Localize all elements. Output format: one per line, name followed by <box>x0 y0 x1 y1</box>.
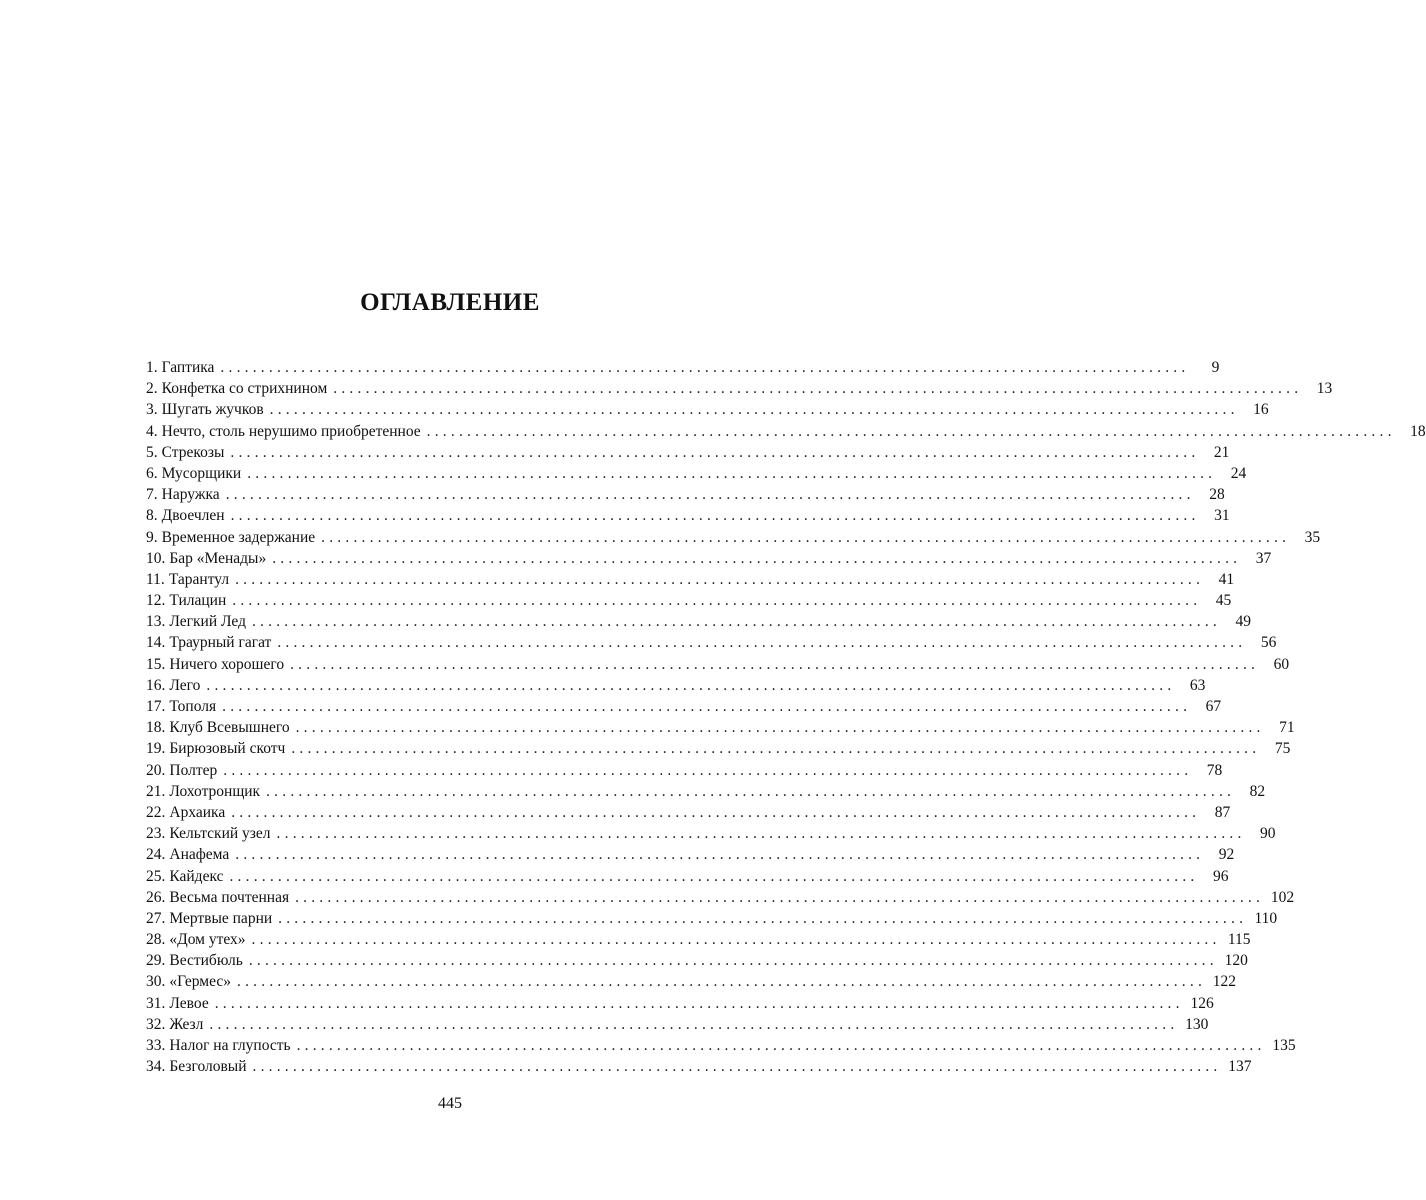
toc-entry-title: Левое <box>169 994 209 1012</box>
toc-entry-number: 10. <box>146 549 166 567</box>
dot-leader: ........................................................................................................................ <box>229 867 1199 885</box>
toc-entry-page: 130 <box>1185 1015 1209 1033</box>
toc-entry[interactable] <box>146 908 1278 929</box>
toc-entry[interactable] <box>146 421 1426 442</box>
toc-entry-title: Шугать жучков <box>161 401 264 419</box>
toc-entry-number: 25. <box>146 867 166 885</box>
page-title: ОГЛАВЛЕНИЕ <box>360 288 540 316</box>
dot-leader: ........................................................................................................................ <box>222 698 1192 715</box>
toc-entry[interactable] <box>146 505 1230 526</box>
toc-entry-page: 78 <box>1206 761 1223 779</box>
toc-entry-title: Налог на глупость <box>169 1037 291 1054</box>
dot-leader: ........................................................................................................................ <box>252 1058 1222 1076</box>
toc-entry-title: Наружка <box>161 486 220 504</box>
toc-entry-title: Лего <box>169 676 201 694</box>
toc-entry-page: 92 <box>1218 846 1235 864</box>
dot-leader: ........................................................................................................................ <box>290 655 1260 673</box>
toc-entry[interactable] <box>146 844 1235 865</box>
dot-leader: ........................................................................................................................ <box>214 994 1184 1012</box>
toc-entry-number: 18. <box>146 719 166 737</box>
dot-leader: ........................................................................................................................ <box>232 592 1202 610</box>
toc-entry-page: 13 <box>1316 380 1333 398</box>
page-number: 445 <box>438 1095 462 1112</box>
dot-leader: ........................................................................................................................ <box>230 443 1200 461</box>
toc-entry-page: 90 <box>1260 825 1276 843</box>
toc-entry-title: Жезл <box>169 1015 204 1033</box>
toc-entry[interactable] <box>146 527 1321 548</box>
toc-entry[interactable] <box>146 823 1276 844</box>
toc-entry[interactable] <box>146 696 1222 717</box>
toc-entry-page: 9 <box>1211 359 1220 376</box>
toc-entry-number: 29. <box>146 952 166 970</box>
toc-entry-page: 96 <box>1212 867 1229 885</box>
toc-entry-page: 126 <box>1190 994 1214 1012</box>
toc-entry[interactable] <box>146 717 1295 738</box>
toc-entry-page: 16 <box>1253 401 1269 419</box>
toc-entry[interactable] <box>146 1035 1296 1056</box>
toc-entry-number: 21. <box>146 782 166 800</box>
dot-leader: ........................................................................................................................ <box>295 719 1265 737</box>
toc-entry-page: 67 <box>1205 698 1222 715</box>
toc-entry-page: 37 <box>1255 549 1272 567</box>
toc-entry-page: 135 <box>1272 1037 1296 1054</box>
toc-entry-title: Гаптика <box>161 359 215 376</box>
toc-entry[interactable] <box>146 548 1272 569</box>
toc-entry[interactable] <box>146 611 1251 632</box>
toc-entry-title: Ничего хорошего <box>169 655 285 673</box>
dot-leader: ........................................................................................................................ <box>251 931 1221 949</box>
dot-leader: ........................................................................................................................ <box>237 973 1207 991</box>
toc-entry[interactable] <box>146 632 1277 653</box>
toc-entry-number: 24. <box>146 846 166 864</box>
toc-entry-title: Бирюзовый скотч <box>169 740 286 758</box>
dot-leader: ........................................................................................................................ <box>223 761 1193 779</box>
toc-entry-title: Лохотронщик <box>169 782 261 800</box>
toc-entry-title: Анафема <box>169 846 230 864</box>
toc-entry-page: 45 <box>1215 592 1232 610</box>
dot-leader: ........................................................................................................................ <box>266 782 1236 800</box>
toc-entry-number: 28. <box>146 931 166 949</box>
toc-entry[interactable] <box>146 971 1237 992</box>
toc-entry[interactable] <box>146 950 1248 971</box>
toc-entry-title: Нечто, столь нерушимо приобретенное <box>161 422 421 440</box>
toc-entry[interactable] <box>146 569 1235 590</box>
toc-entry-page: 63 <box>1189 676 1206 694</box>
toc-entry-number: 22. <box>146 803 166 821</box>
toc-entry[interactable] <box>146 1014 1209 1035</box>
dot-leader: ........................................................................................................................ <box>278 909 1248 927</box>
toc-entry-title: Мусорщики <box>161 464 242 482</box>
toc-entry-page: 122 <box>1212 973 1237 991</box>
toc-entry-number: 6. <box>146 464 158 482</box>
toc-entry-title: Полтер <box>169 761 218 779</box>
toc-entry-number: 12. <box>146 592 166 610</box>
dot-leader: ........................................................................................................................ <box>231 803 1201 821</box>
toc-entry-title: Временное задержание <box>161 528 316 546</box>
toc-entry-number: 15. <box>146 655 166 673</box>
toc-entry-page: 24 <box>1230 464 1247 482</box>
toc-entry-page: 35 <box>1304 528 1321 546</box>
toc-entry-number: 5. <box>146 443 158 461</box>
toc-entry-number: 8. <box>146 507 158 525</box>
dot-leader: ........................................................................................................................ <box>276 825 1246 843</box>
toc-entry-title: Клуб Всевышнего <box>169 719 290 737</box>
toc-entry-number: 30. <box>146 973 166 991</box>
toc-entry[interactable] <box>146 399 1269 420</box>
toc-entry-number: 27. <box>146 909 166 927</box>
dot-leader: ........................................................................................................................ <box>269 401 1239 419</box>
toc-entry-page: 87 <box>1214 803 1231 821</box>
toc-entry-title: Тилацин <box>169 592 227 610</box>
dot-leader: ........................................................................................................................ <box>296 1037 1266 1054</box>
toc-entry-page: 102 <box>1270 888 1295 906</box>
toc-entry-title: Безголовый <box>169 1058 247 1076</box>
toc-entry[interactable] <box>146 802 1231 823</box>
toc-entry-title: Кельтский узел <box>169 825 271 843</box>
toc-entry-number: 13. <box>146 613 166 631</box>
toc-entry-title: Бар «Менады» <box>169 549 267 567</box>
toc-entry-number: 32. <box>146 1015 166 1033</box>
dot-leader: ........................................................................................................................ <box>321 528 1291 546</box>
toc-entry[interactable] <box>146 760 1223 781</box>
dot-leader: ........................................................................................................................ <box>230 507 1200 525</box>
toc-entry-number: 34. <box>146 1058 166 1076</box>
toc-entry[interactable] <box>146 590 1232 611</box>
toc-entry[interactable] <box>146 738 1291 759</box>
toc-entry[interactable] <box>146 929 1251 950</box>
toc-entry[interactable] <box>146 378 1333 399</box>
toc-entry-title: Конфетка со стрихнином <box>161 380 328 398</box>
toc-entry-number: 19. <box>146 740 166 758</box>
toc-entry-title: Вестибюль <box>169 952 243 970</box>
toc-entry-page: 60 <box>1273 655 1290 673</box>
toc-entry-number: 31. <box>146 994 166 1012</box>
dot-leader: ........................................................................................................................ <box>206 676 1176 694</box>
dot-leader: ........................................................................................................................ <box>220 359 1190 376</box>
toc-entry[interactable] <box>146 887 1295 908</box>
toc-entry-number: 23. <box>146 825 166 843</box>
toc-entry[interactable] <box>146 993 1214 1014</box>
dot-leader: ........................................................................................................................ <box>291 740 1261 758</box>
toc-entry-number: 1. <box>146 359 158 376</box>
toc-entry[interactable] <box>146 484 1225 505</box>
toc-entry-page: 71 <box>1279 719 1295 737</box>
toc-entry-number: 11. <box>146 570 165 588</box>
toc-entry-page: 115 <box>1227 931 1251 949</box>
toc-entry-number: 4. <box>146 422 158 440</box>
toc-entry-page: 120 <box>1224 952 1248 970</box>
toc-entry[interactable] <box>146 781 1266 802</box>
toc-entry-page: 28 <box>1209 486 1225 504</box>
toc-entry[interactable] <box>146 654 1290 675</box>
toc-entry-title: «Гермес» <box>169 973 232 991</box>
dot-leader: ........................................................................................................................ <box>248 952 1218 970</box>
dot-leader: ........................................................................................................................ <box>295 888 1265 906</box>
toc-entry-page: 18 <box>1410 422 1426 440</box>
toc-entry-page: 137 <box>1228 1058 1252 1076</box>
toc-entry-number: 17. <box>146 698 166 715</box>
toc-entry-title: Тарантул <box>168 570 230 588</box>
toc-entry-title: Легкий Лед <box>169 613 246 631</box>
table-of-contents <box>146 357 1426 1077</box>
toc-entry-title: Тополя <box>169 698 217 715</box>
toc-entry-title: «Дом утех» <box>169 931 246 949</box>
toc-entry-title: Архаика <box>169 803 226 821</box>
toc-entry-number: 3. <box>146 401 158 419</box>
toc-entry[interactable] <box>146 357 1220 378</box>
toc-entry-number: 26. <box>146 888 166 906</box>
toc-entry-title: Стрекозы <box>161 443 225 461</box>
toc-entry-page: 31 <box>1214 507 1230 525</box>
toc-entry-page: 49 <box>1235 613 1251 631</box>
dot-leader: ........................................................................................................................ <box>426 422 1396 440</box>
toc-entry-page: 41 <box>1218 570 1235 588</box>
toc-entry-number: 33. <box>146 1037 166 1054</box>
dot-leader: ........................................................................................................................ <box>272 549 1242 567</box>
toc-entry-page: 110 <box>1254 909 1278 927</box>
toc-entry-page: 82 <box>1249 782 1266 800</box>
toc-entry-page: 21 <box>1213 443 1230 461</box>
dot-leader: ........................................................................................................................ <box>277 634 1247 652</box>
toc-entry-title: Траурный гагат <box>169 634 272 652</box>
toc-entry-title: Весьма почтенная <box>169 888 290 906</box>
toc-entry[interactable] <box>146 675 1206 696</box>
dot-leader: ........................................................................................................................ <box>225 486 1195 504</box>
toc-entry-page: 56 <box>1260 634 1277 652</box>
toc-entry[interactable] <box>146 1056 1252 1077</box>
toc-entry-number: 9. <box>146 528 158 546</box>
dot-leader: ........................................................................................................................ <box>333 380 1303 398</box>
toc-entry[interactable] <box>146 866 1229 887</box>
toc-entry-title: Мертвые парни <box>169 909 273 927</box>
toc-entry[interactable] <box>146 463 1247 484</box>
toc-entry-number: 16. <box>146 676 166 694</box>
dot-leader: ........................................................................................................................ <box>209 1015 1179 1033</box>
dot-leader: ........................................................................................................................ <box>235 846 1205 864</box>
toc-entry-number: 7. <box>146 486 158 504</box>
toc-entry[interactable] <box>146 442 1230 463</box>
dot-leader: ........................................................................................................................ <box>247 464 1217 482</box>
toc-entry-number: 20. <box>146 761 166 779</box>
toc-entry-number: 2. <box>146 380 158 398</box>
toc-entry-page: 75 <box>1274 740 1291 758</box>
toc-entry-title: Двоечлен <box>161 507 225 525</box>
toc-entry-title: Кайдекс <box>169 867 224 885</box>
toc-entry-number: 14. <box>146 634 166 652</box>
dot-leader: ........................................................................................................................ <box>235 570 1205 588</box>
dot-leader: ........................................................................................................................ <box>251 613 1221 631</box>
